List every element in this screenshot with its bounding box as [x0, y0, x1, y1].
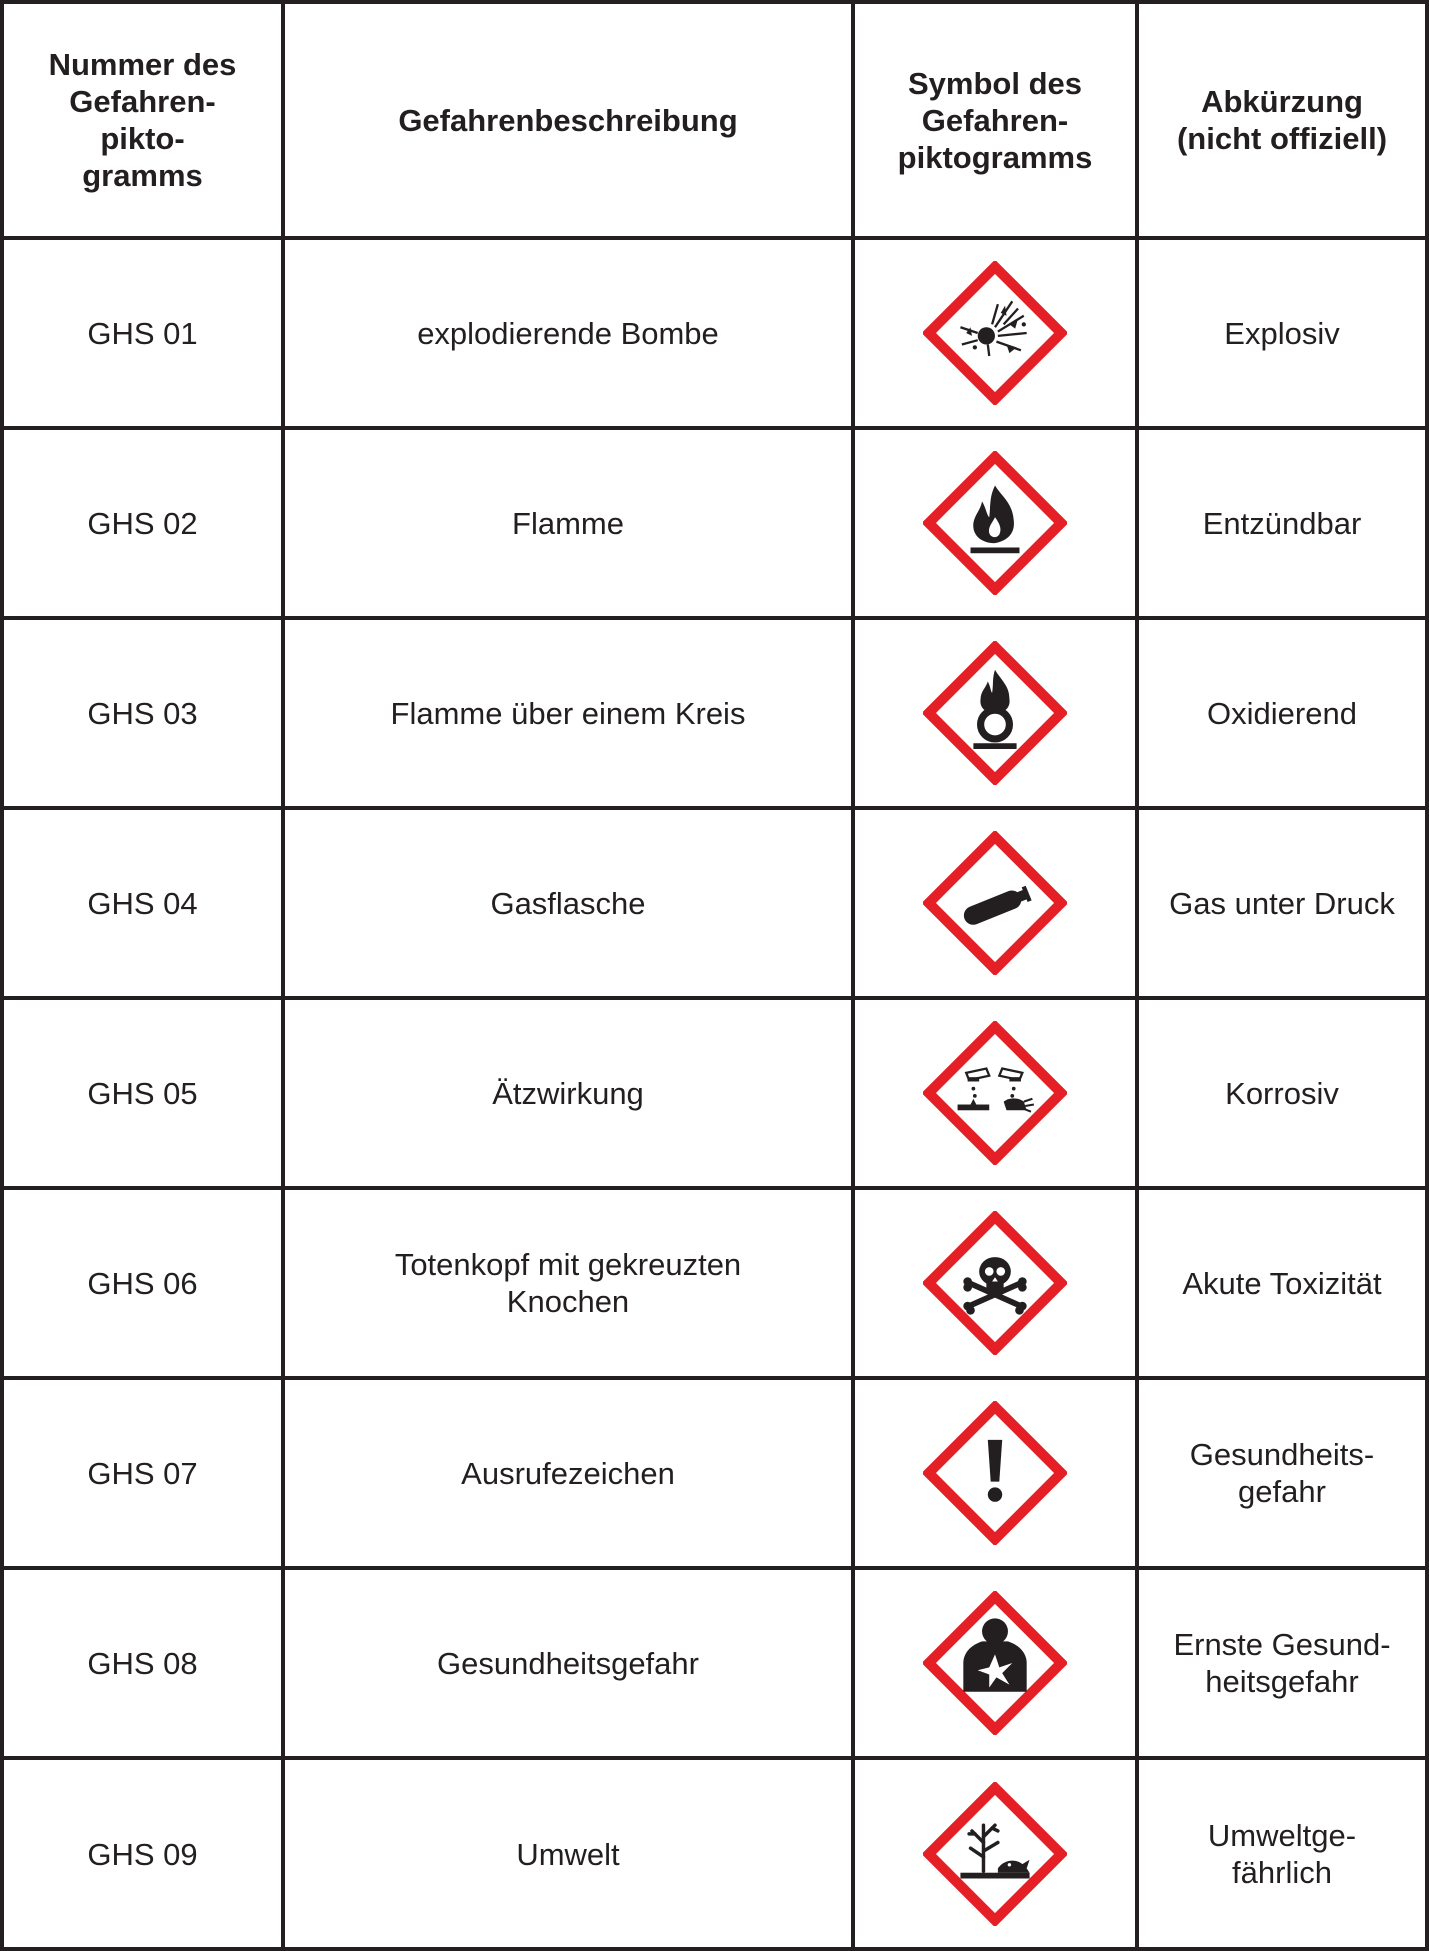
- cell-abbreviation: Gas unter Druck: [1137, 808, 1425, 998]
- table-row: [4, 428, 1425, 618]
- cell-symbol: [853, 1378, 1137, 1568]
- cell-description: explodierende Bombe: [283, 238, 853, 428]
- header-abbreviation: Abkürzung (nicht offiziell): [1137, 4, 1425, 238]
- cell-symbol: [853, 808, 1137, 998]
- cell-symbol: [853, 618, 1137, 808]
- cell-abbreviation: Entzündbar: [1137, 428, 1425, 618]
- cell-number: GHS 03: [4, 618, 283, 808]
- cell-description: Flamme: [283, 428, 853, 618]
- cell-number: GHS 05: [4, 998, 283, 1188]
- cell-number: GHS 04: [4, 808, 283, 998]
- table-row: [4, 1568, 1425, 1758]
- cell-abbreviation: Umweltge- fährlich: [1137, 1758, 1425, 1948]
- cell-number: GHS 01: [4, 238, 283, 428]
- header-number: Nummer des Gefahren- pikto- gramms: [4, 4, 283, 238]
- cell-description: Gesundheitsgefahr: [283, 1568, 853, 1758]
- cell-abbreviation: Explosiv: [1137, 238, 1425, 428]
- cell-abbreviation: Korrosiv: [1137, 998, 1425, 1188]
- table-row: [4, 1758, 1425, 1948]
- table-row: [4, 618, 1425, 808]
- cell-description: Flamme über einem Kreis: [283, 618, 853, 808]
- cell-description: Gasflasche: [283, 808, 853, 998]
- cell-abbreviation: Gesundheits- gefahr: [1137, 1378, 1425, 1568]
- header-description: Gefahrenbeschreibung: [283, 4, 853, 238]
- health-hazard-icon: [923, 1591, 1067, 1735]
- table-row: [4, 1378, 1425, 1568]
- flame-over-circle-icon: [923, 641, 1067, 785]
- cell-abbreviation: Oxidierend: [1137, 618, 1425, 808]
- cell-symbol: [853, 1188, 1137, 1378]
- ghs-pictogram-table: [4, 4, 1425, 1948]
- cell-abbreviation: Ernste Gesund- heitsgefahr: [1137, 1568, 1425, 1758]
- table-row: [4, 238, 1425, 428]
- table-row: [4, 1188, 1425, 1378]
- cell-description: Totenkopf mit gekreuzten Knochen: [283, 1188, 853, 1378]
- cell-description: Ätzwirkung: [283, 998, 853, 1188]
- flame-icon: [923, 451, 1067, 595]
- cell-number: GHS 09: [4, 1758, 283, 1948]
- corrosion-icon: [923, 1021, 1067, 1165]
- cell-abbreviation: Akute Toxizität: [1137, 1188, 1425, 1378]
- exploding-bomb-icon: [923, 261, 1067, 405]
- cell-symbol: [853, 1568, 1137, 1758]
- gas-cylinder-icon: [923, 831, 1067, 975]
- cell-symbol: [853, 238, 1137, 428]
- cell-description: Ausrufezeichen: [283, 1378, 853, 1568]
- cell-symbol: [853, 428, 1137, 618]
- cell-symbol: [853, 1758, 1137, 1948]
- table-row: [4, 808, 1425, 998]
- cell-number: GHS 06: [4, 1188, 283, 1378]
- cell-description: Umwelt: [283, 1758, 853, 1948]
- exclamation-mark-icon: [923, 1401, 1067, 1545]
- header-symbol: Symbol des Gefahren- piktogramms: [853, 4, 1137, 238]
- skull-crossbones-icon: [923, 1211, 1067, 1355]
- environment-icon: [923, 1782, 1067, 1926]
- cell-symbol: [853, 998, 1137, 1188]
- cell-number: GHS 08: [4, 1568, 283, 1758]
- table-header-row: [4, 4, 1425, 238]
- table-row: [4, 998, 1425, 1188]
- cell-number: GHS 07: [4, 1378, 283, 1568]
- cell-number: GHS 02: [4, 428, 283, 618]
